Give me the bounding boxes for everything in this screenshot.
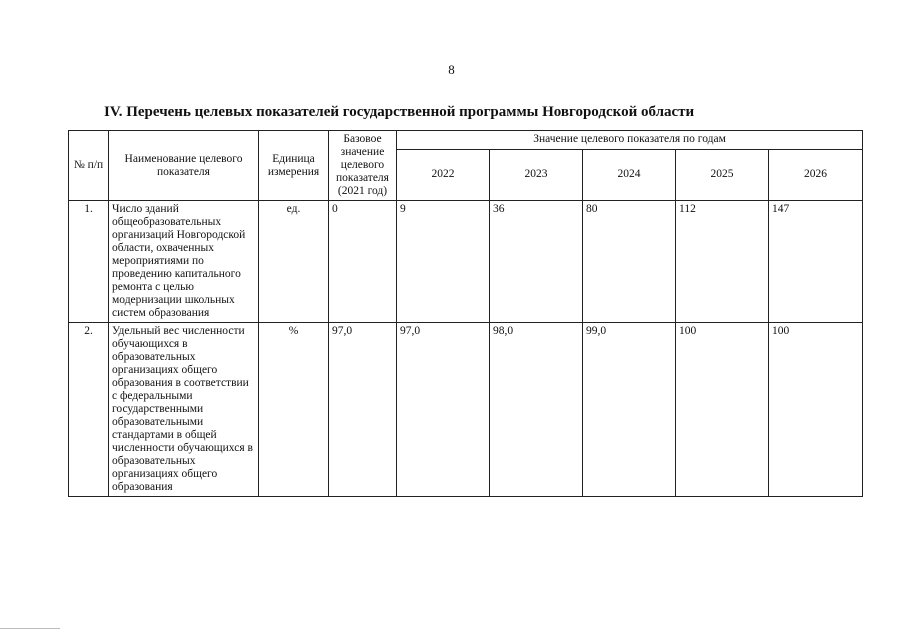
row-value-2026: 147 (769, 201, 863, 323)
header-year-2023: 2023 (490, 149, 583, 200)
row-value-2026: 100 (769, 323, 863, 497)
header-years-group: Значение целевого показателя по годам (397, 131, 863, 150)
row-value-2024: 80 (583, 201, 676, 323)
table-row (69, 323, 863, 497)
row-base-value: 97,0 (329, 323, 397, 497)
row-unit: ед. (259, 201, 329, 323)
row-num: 2. (69, 323, 109, 497)
row-value-2025: 100 (676, 323, 769, 497)
header-row-1 (69, 131, 863, 150)
indicators-table (68, 130, 863, 497)
row-num: 1. (69, 201, 109, 323)
header-name: Наименование целевого показателя (109, 131, 259, 201)
row-name: Удельный вес численности обучающихся в образовательных организациях общего образования в соответствии с федеральными государственными образовательными стандартами в общей численности обучающихся в образовательных организациях общего образования (109, 323, 259, 497)
header-year-2024: 2024 (583, 149, 676, 200)
row-base-value: 0 (329, 201, 397, 323)
row-name: Число зданий общеобразовательных организаций Новгородской области, охваченных мероприятиями по проведению капитального ремонта с целью модернизации школьных систем образования (109, 201, 259, 323)
row-value-2022: 9 (397, 201, 490, 323)
table-row (69, 201, 863, 323)
row-unit: % (259, 323, 329, 497)
scan-artifact (0, 628, 60, 629)
row-value-2025: 112 (676, 201, 769, 323)
header-year-2025: 2025 (676, 149, 769, 200)
row-value-2023: 36 (490, 201, 583, 323)
section-title: IV. Перечень целевых показателей государственной программы Новгородской области (104, 104, 695, 120)
header-base: Базовое значение целевого показателя (2021 год) (329, 131, 397, 201)
header-year-2022: 2022 (397, 149, 490, 200)
page-number: 8 (448, 62, 455, 77)
row-value-2022: 97,0 (397, 323, 490, 497)
row-value-2023: 98,0 (490, 323, 583, 497)
header-year-2026: 2026 (769, 149, 863, 200)
row-value-2024: 99,0 (583, 323, 676, 497)
header-unit: Единица измерения (259, 131, 329, 201)
header-num: № п/п (69, 131, 109, 201)
